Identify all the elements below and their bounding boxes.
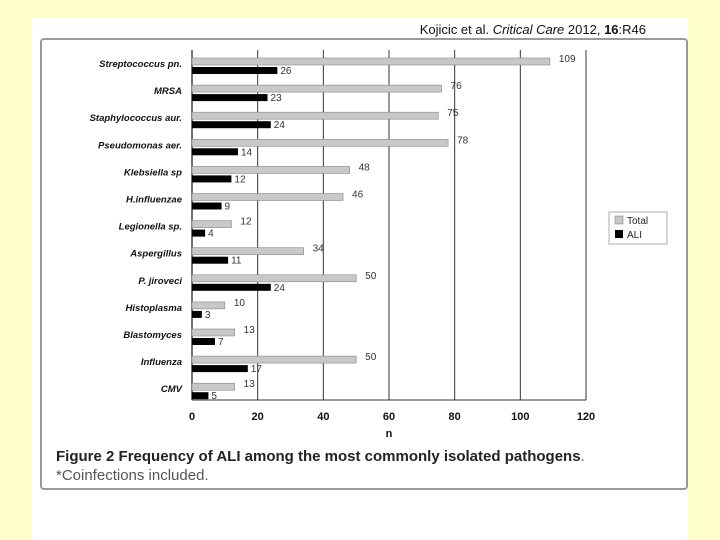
category-label: Blastomyces bbox=[123, 330, 182, 341]
category-label: H.influenzae bbox=[126, 194, 182, 206]
bar-total bbox=[192, 248, 304, 255]
bars bbox=[192, 58, 550, 399]
bar-ali bbox=[192, 392, 208, 399]
value-label-total: 50 bbox=[365, 270, 377, 282]
legend-label-ali: ALI bbox=[627, 230, 643, 241]
bar-total bbox=[192, 356, 356, 363]
value-label-total: 13 bbox=[243, 379, 255, 391]
bar-total bbox=[192, 58, 550, 65]
category-label: Klebsiella sp bbox=[123, 167, 182, 179]
value-label-total: 13 bbox=[243, 325, 255, 336]
x-tick-label: 80 bbox=[448, 411, 461, 423]
value-label-ali: 4 bbox=[208, 228, 214, 240]
value-label-ali: 3 bbox=[204, 309, 211, 321]
bar-total bbox=[192, 85, 442, 92]
citation-journal: Critical Care bbox=[492, 22, 565, 37]
bar-ali bbox=[192, 311, 202, 318]
category-label: MRSA bbox=[154, 86, 182, 98]
value-label-ali: 9 bbox=[224, 201, 231, 213]
value-label-total: 76 bbox=[450, 81, 462, 93]
bar-ali bbox=[192, 67, 277, 74]
bar-ali bbox=[192, 203, 222, 210]
bar-total bbox=[192, 139, 448, 146]
bar-total bbox=[192, 194, 343, 201]
caption-figure-label: Figure 2 bbox=[56, 448, 115, 465]
category-label: P. jiroveci bbox=[138, 275, 182, 287]
value-label-ali: 5 bbox=[211, 391, 217, 403]
legend-label-total: Total bbox=[627, 216, 649, 227]
bar-ali bbox=[192, 94, 268, 101]
bar-ali bbox=[192, 148, 238, 155]
value-label-total: 12 bbox=[240, 216, 252, 228]
value-label-total: 34 bbox=[312, 243, 324, 255]
bar-total bbox=[192, 275, 356, 282]
citation-article: :R46 bbox=[618, 22, 646, 37]
category-label: CMV bbox=[160, 384, 182, 396]
citation-authors: Kojicic et al. bbox=[419, 22, 490, 37]
bar-total bbox=[192, 329, 235, 336]
legend bbox=[609, 212, 667, 244]
caption-title-part2: pathogens bbox=[504, 448, 581, 465]
bar-total bbox=[192, 221, 231, 228]
value-label-total: 78 bbox=[457, 135, 469, 147]
value-label-ali: 26 bbox=[280, 66, 292, 77]
bar-ali bbox=[192, 338, 215, 345]
value-label-total: 50 bbox=[365, 352, 377, 364]
value-label-total: 46 bbox=[352, 189, 364, 201]
value-label-total: 75 bbox=[447, 108, 459, 120]
bar-total bbox=[192, 383, 235, 390]
x-tick-label: 60 bbox=[382, 411, 396, 423]
labels bbox=[90, 54, 576, 402]
legend-swatch-ali bbox=[615, 230, 623, 238]
bar-ali bbox=[192, 230, 205, 237]
x-tick-label: 120 bbox=[576, 411, 596, 423]
citation-volume: 16 bbox=[604, 22, 619, 37]
category-label: Streptococcus pn. bbox=[99, 59, 182, 70]
citation-year: 2012, bbox=[567, 22, 601, 37]
x-axis bbox=[189, 400, 595, 440]
category-label: Aspergillus bbox=[130, 248, 182, 260]
caption-title-part1: Frequency of ALI among the most commonly isolated bbox=[118, 448, 501, 465]
bar-ali bbox=[192, 121, 271, 128]
category-label: Legionella sp. bbox=[118, 221, 182, 233]
value-label-ali: 17 bbox=[250, 364, 262, 376]
category-label: Histoplasma bbox=[125, 302, 182, 314]
category-label: Staphylococcus aur. bbox=[89, 113, 182, 125]
x-tick-label: 20 bbox=[251, 411, 264, 423]
category-label: Influenza bbox=[140, 357, 182, 369]
x-tick-label: 100 bbox=[511, 411, 530, 423]
legend-swatch-total bbox=[615, 216, 623, 224]
x-tick-label: 0 bbox=[188, 411, 196, 423]
value-label-total: 10 bbox=[233, 297, 245, 309]
x-tick-label: 40 bbox=[317, 411, 330, 423]
bar-ali bbox=[192, 175, 231, 182]
caption-note: . *Coinfections included. bbox=[56, 448, 585, 484]
value-label-ali: 14 bbox=[240, 147, 253, 159]
value-label-ali: 24 bbox=[273, 120, 285, 132]
category-label: Pseudomonas aer. bbox=[98, 140, 182, 152]
figure-caption bbox=[56, 447, 676, 485]
value-label-ali: 23 bbox=[270, 93, 282, 105]
bar-ali bbox=[192, 257, 228, 264]
value-label-total: 48 bbox=[358, 162, 370, 174]
value-label-total: 109 bbox=[558, 54, 576, 65]
x-axis-title: n bbox=[385, 428, 393, 440]
value-label-ali: 12 bbox=[234, 174, 246, 186]
bar-total bbox=[192, 112, 438, 119]
value-label-ali: 7 bbox=[217, 337, 224, 348]
bar-total bbox=[192, 302, 225, 309]
bar-total bbox=[192, 166, 350, 173]
value-label-ali: 11 bbox=[231, 255, 242, 267]
bar-ali bbox=[192, 365, 248, 372]
bar-ali bbox=[192, 284, 271, 291]
value-label-ali: 24 bbox=[273, 282, 285, 294]
